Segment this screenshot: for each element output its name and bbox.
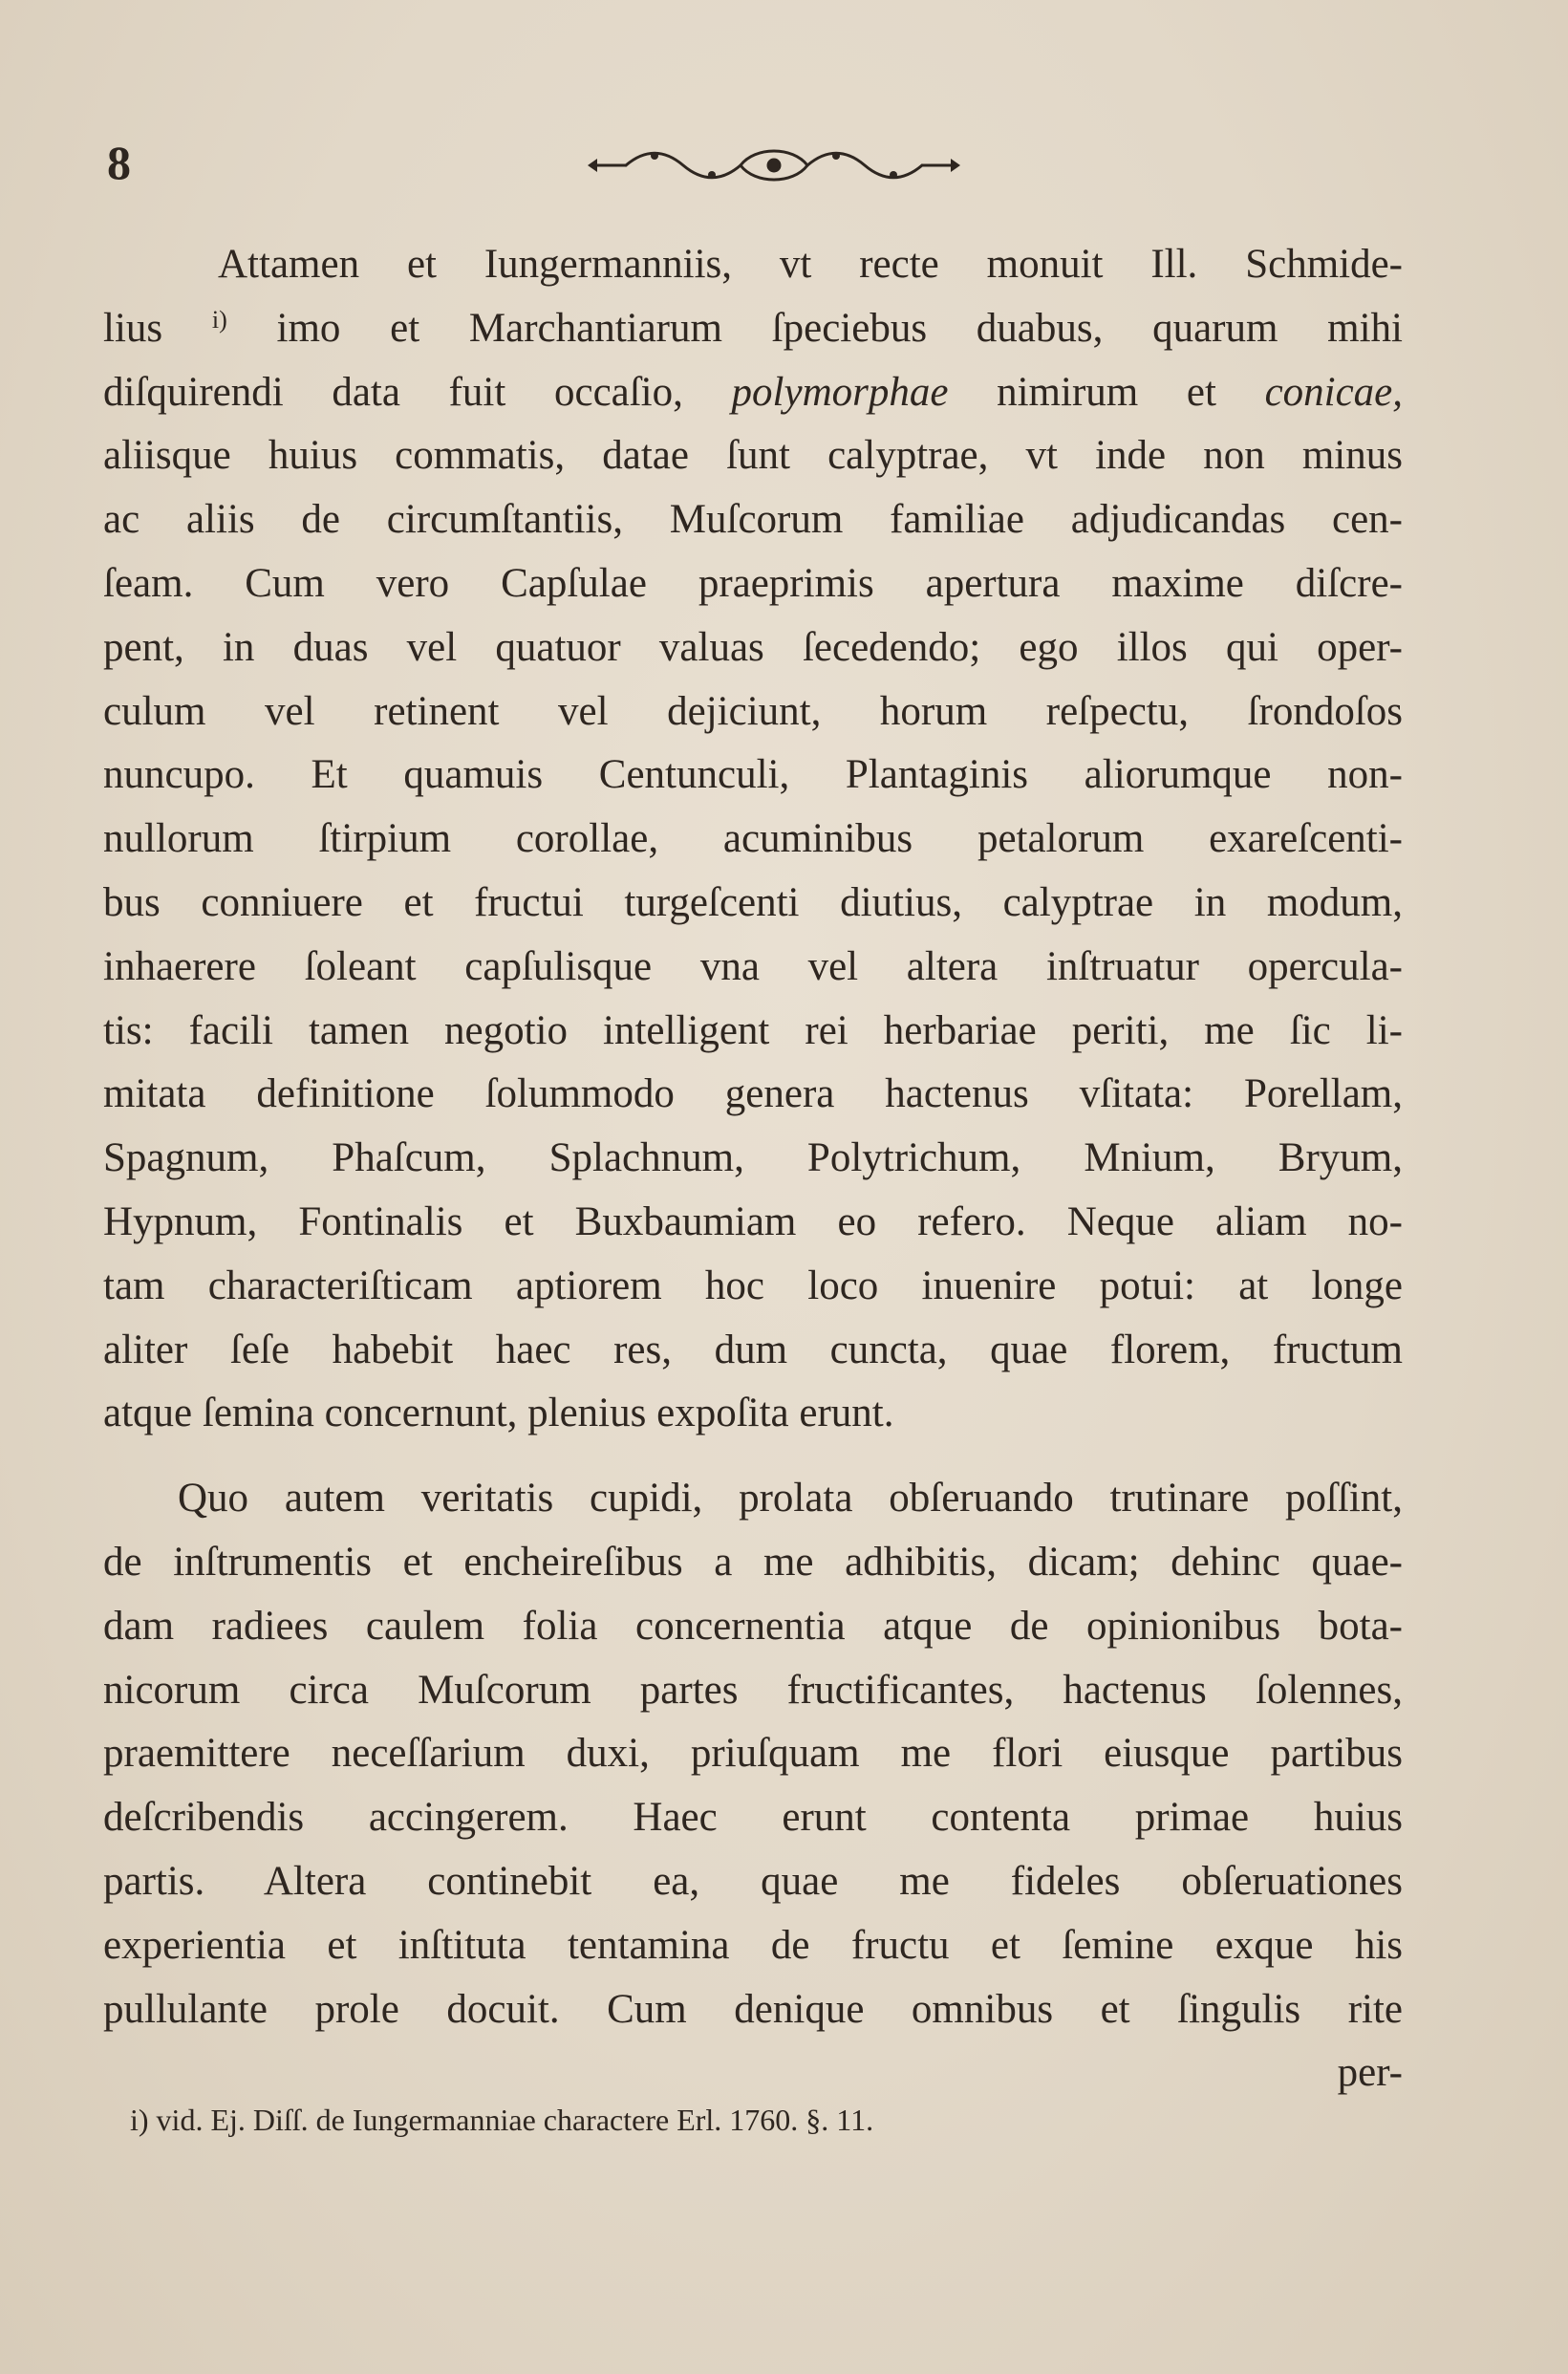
text-line: aliisque huius commatis, datae ſunt calyptrae, vt inde non minus xyxy=(103,433,1403,479)
text-line: ac aliis de circumſtantiis, Muſcorum familiae adjudicandas cen- xyxy=(103,497,1403,543)
footnote-marker: i) xyxy=(211,305,227,334)
text-line xyxy=(103,297,1403,361)
text-line: pullulante prole docuit. Cum denique omnibus et ſingulis rite xyxy=(103,1986,1403,2032)
page-number: 8 xyxy=(107,136,131,189)
text-line: nuncupo. Et quamuis Centunculi, Plantaginis aliorumque non- xyxy=(103,752,1403,798)
text-line: dam radiees caulem folia concernentia atque de opinionibus bota- xyxy=(103,1603,1403,1649)
text-fragment: imo et Marchantiarum ſpeciebus duabus, quarum mihi xyxy=(276,305,1403,351)
text-line: praemittere neceſſarium duxi, priuſquam me flori eiusque partibus xyxy=(103,1731,1403,1777)
text-line: experientia et inſtituta tentamina de fructu et ſemine exque his xyxy=(103,1922,1403,1968)
text-fragment: nimirum et xyxy=(997,369,1216,415)
text-line: aliter ſeſe habebit haec res, dum cuncta, quae florem, fructum xyxy=(103,1327,1403,1372)
catchword: per- xyxy=(1337,2050,1403,2096)
main-text xyxy=(103,233,1403,2105)
text-fragment: diſquirendi data fuit occaſio, xyxy=(103,369,683,415)
text-fragment: lius xyxy=(103,305,163,351)
text-line xyxy=(103,361,1403,425)
text-line: mitata definitione ſolummodo genera hactenus vſitata: Porellam, xyxy=(103,1071,1403,1117)
text-line: Spagnum, Phaſcum, Splachnum, Polytrichum, Mnium, Bryum, xyxy=(103,1135,1403,1181)
text-line: deſcribendis accingerem. Haec erunt contenta primae huius xyxy=(103,1795,1403,1841)
paragraph-1 xyxy=(103,233,1403,1446)
text-line: nicorum circa Muſcorum partes fructificantes, hactenus ſolennes, xyxy=(103,1667,1403,1713)
text-line: Hypnum, Fontinalis et Buxbaumiam eo refero. Neque aliam no- xyxy=(103,1198,1403,1244)
footnote: i) vid. Ej. Diſſ. de Iungermanniae charactere Erl. 1760. §. 11. xyxy=(130,2103,874,2137)
text-line: de inſtrumentis et encheireſibus a me adhibitis, dicam; dehinc quae- xyxy=(103,1539,1403,1585)
text-line: bus conniuere et fructui turgeſcenti diutius, calyptrae in modum, xyxy=(103,879,1403,925)
text-line: tis: facili tamen negotio intelligent rei herbariae periti, me ſic li- xyxy=(103,1007,1403,1053)
text-line: tam characteriſticam aptiorem hoc loco inuenire potui: at longe xyxy=(103,1263,1403,1308)
paragraph-2 xyxy=(103,1467,1403,2105)
italic-term: conicae, xyxy=(1264,369,1404,415)
text-line: pent, in duas vel quatuor valuas ſecedendo; ego illos qui oper- xyxy=(103,624,1403,670)
text-line: culum vel retinent vel dejiciunt, horum reſpectu, ſrondoſos xyxy=(103,688,1403,734)
text-line: Attamen et Iungermanniis, vt recte monuit Ill. Schmide- xyxy=(218,242,1403,287)
text-line: atque ſemina concernunt, plenius expoſita erunt. xyxy=(103,1391,894,1436)
text-line: nullorum ſtirpium corollae, acuminibus petalorum exareſcenti- xyxy=(103,816,1403,862)
text-line: partis. Altera continebit ea, quae me fideles obſeruationes xyxy=(103,1858,1403,1904)
header-ornament xyxy=(588,141,960,189)
text-line: Quo autem veritatis cupidi, prolata obſeruando trutinare poſſint, xyxy=(178,1476,1403,1522)
text-line: ſeam. Cum vero Capſulae praeprimis apertura maxime diſcre- xyxy=(103,560,1403,606)
italic-term: polymorphae xyxy=(731,369,949,415)
text-line: inhaerere ſoleant capſulisque vna vel altera inſtruatur opercula- xyxy=(103,943,1403,989)
